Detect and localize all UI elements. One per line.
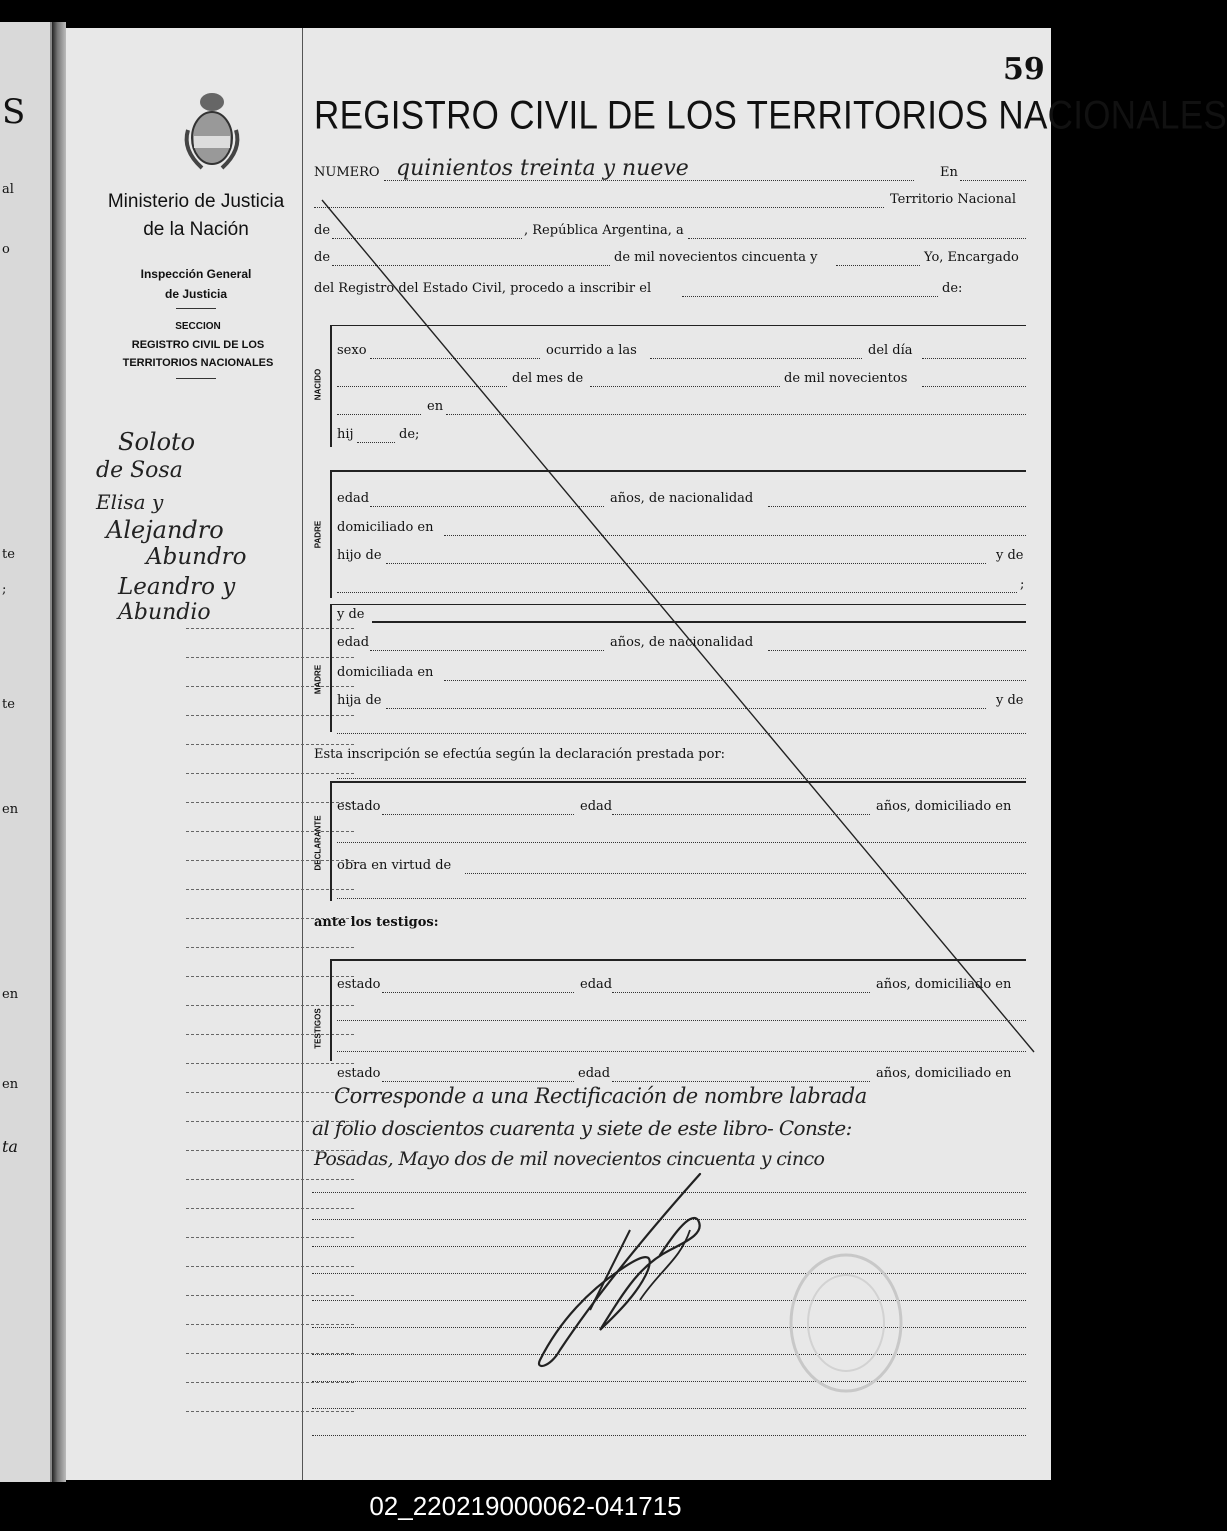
testigo1-anos-label: años, domiciliado en [876,977,1012,992]
de-label-2: de [314,250,331,265]
de-colon-label: de: [942,281,963,296]
madre-edad-label: edad [337,635,370,650]
padre-domiciliado-label: domiciliado en [337,520,434,535]
inspection-line-2: de Justicia [164,287,228,301]
hij-label: hij [337,427,354,442]
de-label-1: de [314,223,331,238]
testigo2-edad-label: edad [578,1066,611,1081]
ocurrido-label: ocurrido a las [546,343,637,358]
del-mes-label: del mes de [512,371,584,386]
stub-name-2: de Sosa [96,458,183,483]
stub-name-4: Alejandro [106,516,224,544]
form-title: REGISTRO CIVIL DE LOS TERRITORIOS NACIONALES [314,93,1227,138]
ministry-line-1: Ministerio de Justicia [107,191,285,212]
lower-ruled-line [312,1408,1026,1409]
ministry-line-2: de la Nación [143,219,249,240]
en-label-nacido: en [427,399,444,414]
testigos-label: ante los testigos: [314,915,439,930]
madre-anos-label: años, de nacionalidad [610,635,754,650]
facing-page-strip: S al o te ; te en en en ta [0,22,52,1482]
declarante-estado-label: estado [337,799,381,814]
stub-name-5: Abundro [146,544,247,570]
padre-anos-label: años, de nacionalidad [610,491,754,506]
declarante-anos-label: años, domiciliado en [876,799,1012,814]
testigo2-estado-label: estado [337,1066,381,1081]
territorio-label: Territorio Nacional [890,192,1016,207]
stub-name-3: Elisa y [96,490,164,514]
hij-de-label: de; [399,427,420,442]
image-id-footer: 02_220219000062-041715 [0,1482,1051,1531]
madre-domiciliada-label: domiciliada en [337,665,434,680]
madre-y-de-end-label: y de [996,693,1024,708]
padre-edad-label: edad [337,491,370,506]
padre-y-de-label: y de [996,548,1024,563]
declarante-obra-label: obra en virtud de [337,858,452,873]
declarante-label: DECLARANTE [313,815,323,871]
section-line-1: REGISTRO CIVIL DE LOS [131,339,265,351]
padre-hijo-de-label: hijo de [337,548,382,563]
inspection-line-1: Inspección General [140,267,252,281]
numero-value: quinientos treinta y nueve [396,156,689,181]
page-number: 59 [1003,52,1045,87]
del-dia-label: del día [868,343,913,358]
numero-label: NUMERO [314,165,380,180]
stub-name-7: Abundio [118,600,211,625]
testigo1-edad-label: edad [580,977,613,992]
note-line-2: al folio doscientos cuarenta y siete de este libro- Conste: [312,1116,852,1140]
testigo2-anos-label: años, domiciliado en [876,1066,1012,1081]
mil-novecientos-label: de mil novecientos [784,371,908,386]
mil-label: de mil novecientos cincuenta y [614,250,818,265]
yo-label: Yo, Encargado [924,250,1019,265]
madre-y-de-label: y de [337,607,365,622]
declaracion-label: Esta inscripción se efectúa según la declaración prestada por: [314,747,726,762]
padre-semicolon: ; [1020,577,1025,592]
sexo-label: sexo [337,343,367,358]
nacido-label: NACIDO [313,368,323,401]
note-line-1: Corresponde a una Rectificación de nombre labrada [334,1084,867,1108]
section-line-2: TERRITORIOS NACIONALES [122,357,274,369]
testigo1-estado-label: estado [337,977,381,992]
lower-ruled-line [312,1435,1026,1436]
registro-label: del Registro del Estado Civil, procedo a inscribir el [314,281,652,296]
padre-label: PADRE [313,520,323,549]
stub-name-1: Soloto [118,428,196,456]
republica-label: , República Argentina, a [524,223,684,238]
madre-label: MADRE [313,664,323,695]
stub-name-6: Leandro y [118,574,236,600]
handwritten-signature [530,1170,730,1380]
testigos-section-label: TESTIGOS [313,1008,323,1049]
en-label: En [940,165,958,180]
lower-ruled-line [312,1381,1026,1382]
faint-seal-stamp [786,1248,906,1398]
note-line-3: Posadas, Mayo dos de mil novecientos cincuenta y cinco [314,1148,825,1170]
section-label: SECCION [175,321,221,332]
madre-hija-de-label: hija de [337,693,382,708]
declarante-edad-label: edad [580,799,613,814]
